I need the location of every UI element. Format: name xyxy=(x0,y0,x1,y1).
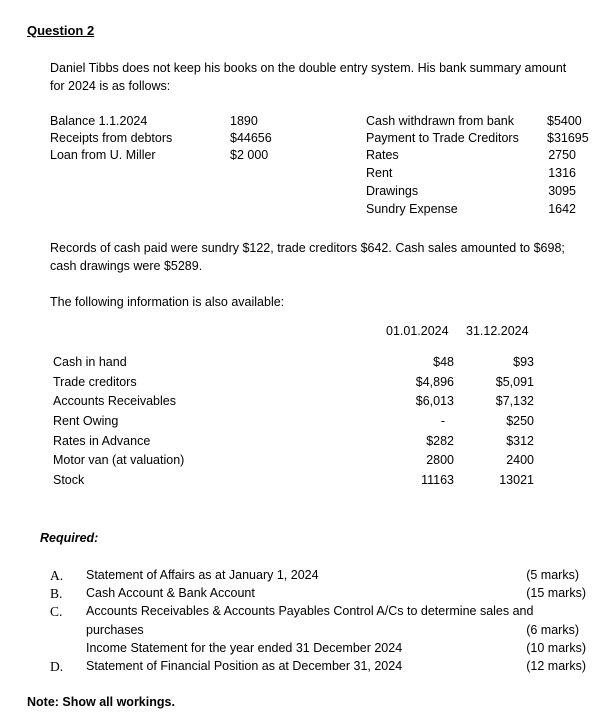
receipt-label: Receipts from debtors xyxy=(50,131,173,145)
question-title: Question 2 xyxy=(27,23,95,38)
table-row xyxy=(0,473,611,490)
cell-value: 13021 xyxy=(499,473,534,487)
requirement-item xyxy=(0,641,611,658)
requirement-item xyxy=(0,586,611,603)
payment-value: 2750 xyxy=(548,148,576,162)
requirement-text: purchases xyxy=(86,623,144,637)
bank-row xyxy=(0,114,611,131)
note-text: Note: Show all workings. xyxy=(27,695,175,709)
cell-value: $250 xyxy=(506,414,534,428)
info-table-header xyxy=(0,324,611,341)
requirement-marks: (10 marks) xyxy=(526,641,586,655)
requirement-marks: (6 marks) xyxy=(526,623,579,637)
cell-value: $5,091 xyxy=(495,375,534,389)
bank-row xyxy=(0,202,611,219)
requirement-marks: (12 marks) xyxy=(526,659,586,673)
requirement-letter: D. xyxy=(50,659,64,674)
table-row xyxy=(0,434,611,451)
records-paragraph: Records of cash paid were sundry $122, trade creditors $642. Cash sales amounted to $698; cash drawings were $5289. xyxy=(50,241,565,273)
bank-row xyxy=(0,148,611,165)
table-row xyxy=(0,414,611,431)
cell-value: $282 xyxy=(426,434,454,448)
cell-value: - xyxy=(440,414,445,428)
intro-paragraph: Daniel Tibbs does not keep his books on the double entry system. His bank summary amount for 2024 is as follows: xyxy=(50,61,567,93)
payment-value: 1316 xyxy=(548,166,576,180)
cell-value: $7,132 xyxy=(495,394,534,408)
receipt-label: Loan from U. Miller xyxy=(50,148,156,162)
payment-label: Payment to Trade Creditors xyxy=(366,131,519,145)
cell-value: 11163 xyxy=(421,473,454,487)
requirement-item xyxy=(0,623,611,640)
payment-label: Rates xyxy=(366,148,399,162)
cell-value: 2400 xyxy=(506,453,534,467)
receipt-value: $2 000 xyxy=(230,148,269,162)
payment-label: Sundry Expense xyxy=(366,202,458,216)
requirement-text: Cash Account & Bank Account xyxy=(86,586,255,600)
table-row xyxy=(0,453,611,470)
requirement-item xyxy=(0,568,611,585)
payment-value: $31695 xyxy=(547,131,589,145)
row-label: Motor van (at valuation) xyxy=(53,453,185,467)
requirement-letter: C. xyxy=(50,604,63,619)
cell-value: 2800 xyxy=(426,453,454,467)
requirement-letter: B. xyxy=(50,586,63,601)
requirement-marks: (15 marks) xyxy=(526,586,586,600)
table-row xyxy=(0,375,611,392)
row-label: Stock xyxy=(53,473,85,487)
required-heading: Required: xyxy=(40,531,99,545)
row-label: Cash in hand xyxy=(53,355,127,369)
bank-row xyxy=(0,166,611,183)
following-info-text: The following information is also available: xyxy=(50,295,285,309)
column-header: 31.12.2024 xyxy=(466,324,529,338)
column-header: 01.01.2024 xyxy=(386,324,449,338)
requirement-item xyxy=(0,659,611,676)
cell-value: $4,896 xyxy=(415,375,454,389)
payment-label: Cash withdrawn from bank xyxy=(366,114,514,128)
row-label: Rent Owing xyxy=(53,414,119,428)
receipt-value: $44656 xyxy=(230,131,272,145)
row-label: Trade creditors xyxy=(53,375,137,389)
table-row xyxy=(0,394,611,411)
requirement-letter: A. xyxy=(50,568,64,583)
requirement-text: Statement of Affairs as at January 1, 2024 xyxy=(86,568,319,582)
requirement-marks: (5 marks) xyxy=(526,568,579,582)
cell-value: $93 xyxy=(513,355,534,369)
payment-value: 3095 xyxy=(548,184,576,198)
table-row xyxy=(0,355,611,372)
receipt-value: 1890 xyxy=(230,114,258,128)
requirement-text: Statement of Financial Position as at December 31, 2024 xyxy=(86,659,403,673)
payment-value: 1642 xyxy=(548,202,576,216)
bank-row xyxy=(0,184,611,201)
row-label: Rates in Advance xyxy=(53,434,151,448)
requirement-text: Income Statement for the year ended 31 December 2024 xyxy=(86,641,403,655)
cell-value: $48 xyxy=(433,355,454,369)
payment-label: Rent xyxy=(366,166,393,180)
payment-label: Drawings xyxy=(366,184,419,198)
bank-row xyxy=(0,131,611,148)
row-label: Accounts Receivables xyxy=(53,394,176,408)
requirement-text: Accounts Receivables & Accounts Payables Control A/Cs to determine sales and xyxy=(86,604,534,618)
requirement-item xyxy=(0,604,611,621)
cell-value: $6,013 xyxy=(415,394,454,408)
cell-value: $312 xyxy=(506,434,534,448)
payment-value: $5400 xyxy=(547,114,582,128)
receipt-label: Balance 1.1.2024 xyxy=(50,114,148,128)
